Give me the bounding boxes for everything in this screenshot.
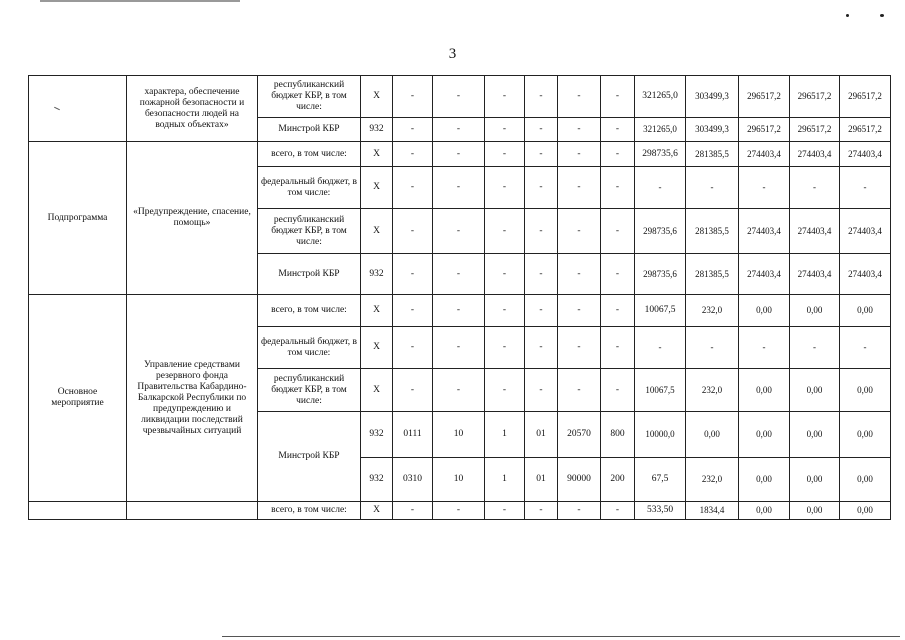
cell-om: - bbox=[558, 118, 601, 142]
cell-rz: 0111 bbox=[393, 412, 433, 458]
cell-source: республиканский бюджет КБР, в том числе: bbox=[258, 209, 361, 254]
cell-value: - bbox=[686, 167, 739, 209]
cell-gp: - bbox=[485, 118, 525, 142]
cell-om: - bbox=[558, 142, 601, 167]
cell-value: 1834,4 bbox=[686, 502, 739, 520]
cell-grbs: X bbox=[361, 327, 393, 369]
cell-value: - bbox=[739, 167, 790, 209]
cell-grbs: 932 bbox=[361, 118, 393, 142]
cell-source: республиканский бюджет КБР, в том числе: bbox=[258, 369, 361, 412]
cell-gp: - bbox=[485, 142, 525, 167]
cell-value: 0,00 bbox=[840, 412, 891, 458]
cell-title: «Предупреждение, спасение, помощь» bbox=[127, 142, 258, 295]
cell-value: 0,00 bbox=[739, 502, 790, 520]
cell-napr: - bbox=[601, 254, 635, 295]
cell-value: - bbox=[635, 167, 686, 209]
cell-value: 0,00 bbox=[840, 502, 891, 520]
cell-value: 0,00 bbox=[790, 295, 840, 327]
cell-value: 0,00 bbox=[739, 458, 790, 502]
cell-gp: - bbox=[485, 167, 525, 209]
table-row bbox=[29, 76, 891, 118]
cell-napr: 200 bbox=[601, 458, 635, 502]
cell-pr: - bbox=[433, 209, 485, 254]
cell-vr: 321265,0 bbox=[635, 76, 686, 118]
cell-om: - bbox=[558, 254, 601, 295]
cell-rz: - bbox=[393, 327, 433, 369]
cell-pr: - bbox=[433, 142, 485, 167]
cell-value: 296517,2 bbox=[840, 76, 891, 118]
cell-type bbox=[29, 76, 127, 142]
cell-value: 274403,4 bbox=[840, 209, 891, 254]
cell-value: 0,00 bbox=[790, 502, 840, 520]
cell-rz: - bbox=[393, 76, 433, 118]
cell-gp: 1 bbox=[485, 412, 525, 458]
cell-value: 0,00 bbox=[739, 412, 790, 458]
cell-value: 0,00 bbox=[790, 412, 840, 458]
cell-value: 0,00 bbox=[739, 295, 790, 327]
cell-napr: - bbox=[601, 502, 635, 520]
cell-rz: - bbox=[393, 502, 433, 520]
cell-value: 274403,4 bbox=[840, 142, 891, 167]
cell-pr: 10 bbox=[433, 412, 485, 458]
cell-napr: - bbox=[601, 118, 635, 142]
cell-value: - bbox=[790, 167, 840, 209]
cell-source: федеральный бюджет, в том числе: bbox=[258, 327, 361, 369]
cell-value: 321265,0 bbox=[635, 118, 686, 142]
cell-pp: - bbox=[525, 118, 558, 142]
cell-value: 0,00 bbox=[840, 369, 891, 412]
scan-artifact-dot bbox=[880, 14, 884, 17]
cell-pp: - bbox=[525, 327, 558, 369]
cell-grbs: X bbox=[361, 502, 393, 520]
cell-grbs: X bbox=[361, 167, 393, 209]
cell-napr: - bbox=[601, 76, 635, 118]
cell-value: - bbox=[840, 327, 891, 369]
cell-value: 296517,2 bbox=[739, 76, 790, 118]
cell-value: 298735,6 bbox=[635, 209, 686, 254]
cell-grbs: X bbox=[361, 76, 393, 118]
cell-value: 298735,6 bbox=[635, 254, 686, 295]
cell-type: Подпрограмма bbox=[29, 142, 127, 295]
cell-pp: - bbox=[525, 142, 558, 167]
cell-pp: - bbox=[525, 254, 558, 295]
cell-value: 303499,3 bbox=[686, 118, 739, 142]
cell-vr: 67,5 bbox=[635, 458, 686, 502]
cell-value: 296517,2 bbox=[790, 76, 840, 118]
cell-napr: - bbox=[601, 167, 635, 209]
cell-source: всего, в том числе: bbox=[258, 502, 361, 520]
cell-source: республиканский бюджет КБР, в том числе: bbox=[258, 76, 361, 118]
cell-napr: 800 bbox=[601, 412, 635, 458]
cell-value: 232,0 bbox=[686, 295, 739, 327]
cell-vr: 533,50 bbox=[635, 502, 686, 520]
cell-om: - bbox=[558, 502, 601, 520]
cell-grbs: 932 bbox=[361, 458, 393, 502]
cell-type bbox=[29, 502, 127, 520]
cell-rz: - bbox=[393, 209, 433, 254]
cell-gp: - bbox=[485, 76, 525, 118]
cell-pr: 10 bbox=[433, 458, 485, 502]
cell-title bbox=[127, 502, 258, 520]
cell-gp: - bbox=[485, 209, 525, 254]
cell-value: - bbox=[840, 167, 891, 209]
cell-grbs: X bbox=[361, 209, 393, 254]
cell-value: 274403,4 bbox=[840, 254, 891, 295]
cell-pp: - bbox=[525, 502, 558, 520]
page-number: 3 bbox=[448, 46, 457, 62]
cell-value: - bbox=[739, 327, 790, 369]
cell-value: 0,00 bbox=[739, 369, 790, 412]
cell-value: 281385,5 bbox=[686, 142, 739, 167]
cell-pr: - bbox=[433, 295, 485, 327]
cell-gp: 1 bbox=[485, 458, 525, 502]
bottom-rule bbox=[222, 636, 900, 637]
cell-gp: - bbox=[485, 327, 525, 369]
cell-gp: - bbox=[485, 254, 525, 295]
cell-rz: - bbox=[393, 254, 433, 295]
cell-pr: - bbox=[433, 118, 485, 142]
cell-rz: - bbox=[393, 118, 433, 142]
cell-pr: - bbox=[433, 327, 485, 369]
cell-gp: - bbox=[485, 369, 525, 412]
cell-value: 296517,2 bbox=[840, 118, 891, 142]
cell-rz: 0310 bbox=[393, 458, 433, 502]
cell-grbs: X bbox=[361, 369, 393, 412]
cell-value: - bbox=[790, 327, 840, 369]
cell-value: - bbox=[635, 327, 686, 369]
cell-value: 274403,4 bbox=[790, 142, 840, 167]
table-row bbox=[29, 295, 891, 327]
cell-grbs: X bbox=[361, 142, 393, 167]
cell-title: характера, обеспечение пожарной безопасности и безопасности людей на водных объектах» bbox=[127, 76, 258, 142]
cell-pr: - bbox=[433, 167, 485, 209]
cell-napr: - bbox=[601, 327, 635, 369]
cell-pp: - bbox=[525, 369, 558, 412]
cell-value: 10000,0 bbox=[635, 412, 686, 458]
cell-value: 274403,4 bbox=[739, 142, 790, 167]
cell-pr: - bbox=[433, 369, 485, 412]
cell-value: 296517,2 bbox=[790, 118, 840, 142]
cell-value: - bbox=[686, 327, 739, 369]
cell-source: Минстрой КБР bbox=[258, 412, 361, 502]
table-row bbox=[29, 502, 891, 520]
cell-rz: - bbox=[393, 295, 433, 327]
cell-rz: - bbox=[393, 167, 433, 209]
cell-grbs: 932 bbox=[361, 412, 393, 458]
cell-vr: 10067,5 bbox=[635, 295, 686, 327]
cell-source: Минстрой КБР bbox=[258, 254, 361, 295]
cell-om: - bbox=[558, 209, 601, 254]
cell-om: - bbox=[558, 167, 601, 209]
cell-value: 274403,4 bbox=[739, 254, 790, 295]
cell-rz: - bbox=[393, 142, 433, 167]
cell-pp: - bbox=[525, 167, 558, 209]
cell-pp: - bbox=[525, 295, 558, 327]
cell-om: - bbox=[558, 369, 601, 412]
cell-value: 281385,5 bbox=[686, 209, 739, 254]
cell-om: - bbox=[558, 295, 601, 327]
cell-om: 20570 bbox=[558, 412, 601, 458]
cell-value: 296517,2 bbox=[739, 118, 790, 142]
cell-source: всего, в том числе: bbox=[258, 142, 361, 167]
cell-value: 0,00 bbox=[686, 412, 739, 458]
cell-napr: - bbox=[601, 142, 635, 167]
cell-grbs: X bbox=[361, 295, 393, 327]
cell-value: 232,0 bbox=[686, 369, 739, 412]
cell-source: всего, в том числе: bbox=[258, 295, 361, 327]
cell-value: 10067,5 bbox=[635, 369, 686, 412]
cell-value: 274403,4 bbox=[739, 209, 790, 254]
cell-value: 0,00 bbox=[840, 458, 891, 502]
cell-napr: - bbox=[601, 369, 635, 412]
cell-pr: - bbox=[433, 76, 485, 118]
cell-pp: - bbox=[525, 209, 558, 254]
cell-value: 274403,4 bbox=[790, 254, 840, 295]
cell-pp: - bbox=[525, 76, 558, 118]
cell-value: 303499,3 bbox=[686, 76, 739, 118]
cell-gp: - bbox=[485, 502, 525, 520]
cell-pp: 01 bbox=[525, 412, 558, 458]
cell-source: Минстрой КБР bbox=[258, 118, 361, 142]
scan-artifact-dot bbox=[846, 14, 849, 17]
cell-om: - bbox=[558, 76, 601, 118]
cell-value: 274403,4 bbox=[790, 209, 840, 254]
cell-grbs: 932 bbox=[361, 254, 393, 295]
cell-title: Управление средствами резервного фонда Правительства Кабардино-Балкарской Республики по предупреждению и ликвидации последствий чрезвычайных ситуаций bbox=[127, 295, 258, 502]
cell-type: Основное мероприятие bbox=[29, 295, 127, 502]
table-row bbox=[29, 142, 891, 167]
cell-source: федеральный бюджет, в том числе: bbox=[258, 167, 361, 209]
cell-value: 0,00 bbox=[790, 458, 840, 502]
cell-value: 281385,5 bbox=[686, 254, 739, 295]
cell-om: - bbox=[558, 327, 601, 369]
cell-value: 0,00 bbox=[840, 295, 891, 327]
cell-value: 0,00 bbox=[790, 369, 840, 412]
cell-pp: 01 bbox=[525, 458, 558, 502]
cell-gp: - bbox=[485, 295, 525, 327]
cell-om: 90000 bbox=[558, 458, 601, 502]
cell-pr: - bbox=[433, 254, 485, 295]
budget-table bbox=[28, 75, 891, 520]
scan-artifact-top bbox=[40, 0, 240, 2]
cell-rz: - bbox=[393, 369, 433, 412]
cell-napr: - bbox=[601, 295, 635, 327]
cell-napr: - bbox=[601, 209, 635, 254]
cell-value: 232,0 bbox=[686, 458, 739, 502]
cell-pr: - bbox=[433, 502, 485, 520]
cell-vr: 298735,6 bbox=[635, 142, 686, 167]
